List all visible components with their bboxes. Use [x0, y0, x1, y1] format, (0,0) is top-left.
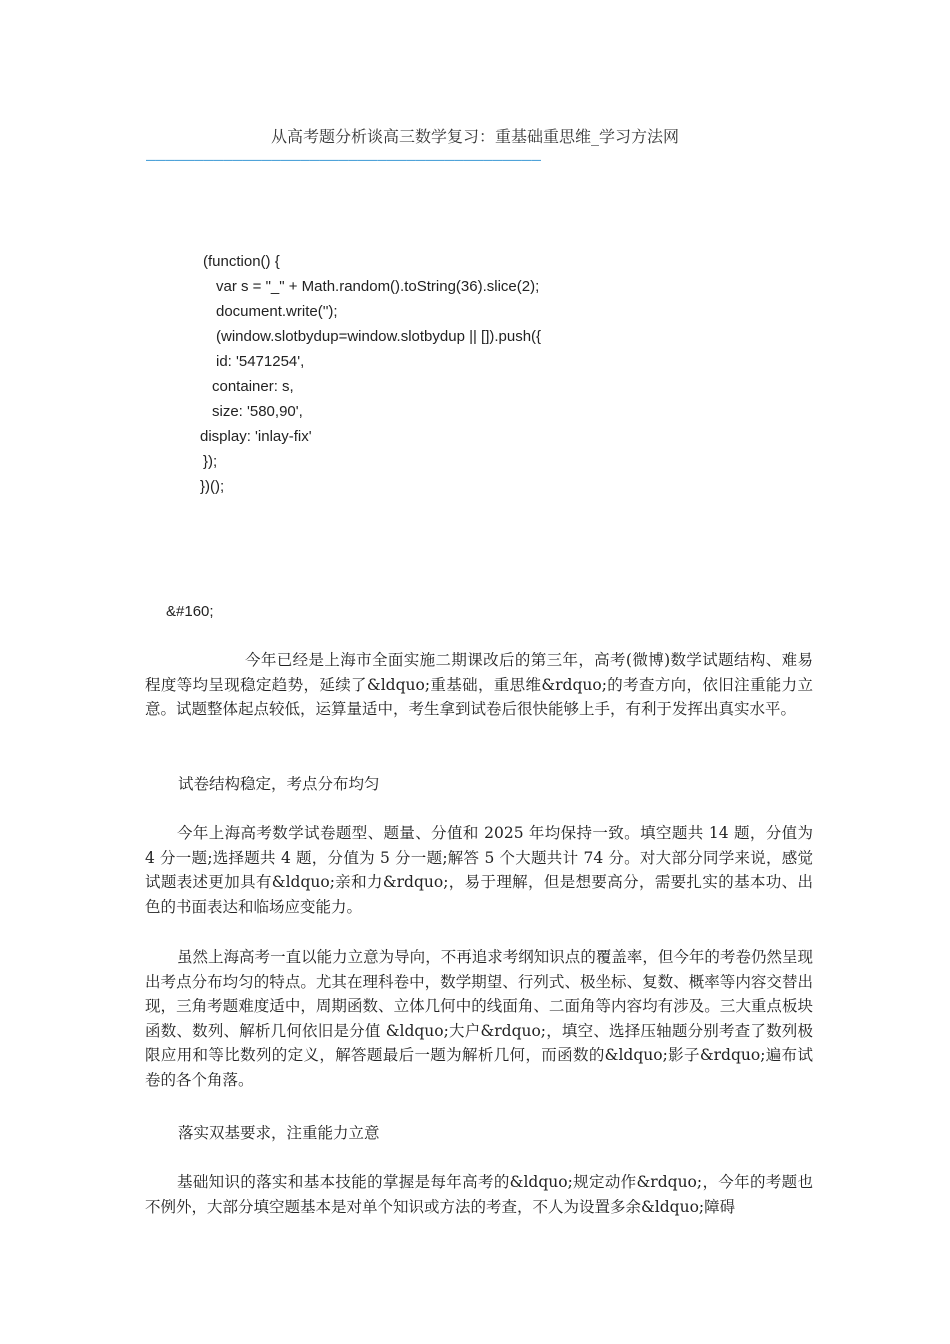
- code-line: });: [203, 453, 218, 470]
- section-heading-structure: 试卷结构稳定，考点分布均匀: [178, 775, 380, 793]
- section-heading-basics: 落实双基要求，注重能力立意: [178, 1124, 380, 1142]
- code-line: (window.slotbydup=window.slotbydup || []).push({: [216, 328, 542, 345]
- document-title: 从高考题分析谈高三数学复习：重基础重思维_学习方法网: [270, 127, 679, 146]
- paragraph-distribution: 虽然上海高考一直以能力立意为导向，不再追求考纲知识点的覆盖率，但今年的考卷仍然呈现出考点分布均匀的特点。尤其在理科卷中，数学期望、行列式、极坐标、复数、概率等内容交替出现，三角考题难度适中，周期函数、立体几何中的线面角、二面角等内容均有涉及。三大重点板块函数、数列、解析几何依旧是分值 &ldquo;大户&rdquo;，填空、选择压轴题分别考查了数列极限应用和等比数列的定义，解答题最后一题为解析几何，而函数的&ldquo;影子&rdquo;遍布试卷的各个角落。: [145, 948, 813, 1089]
- code-line: })();: [200, 478, 225, 495]
- code-line: id: '5471254',: [216, 353, 305, 370]
- code-line: document.write('');: [216, 303, 338, 320]
- code-line: var s = "_" + Math.random().toString(36).slice(2);: [216, 278, 540, 295]
- code-line: (function() {: [203, 253, 280, 270]
- html-entity-text: &#160;: [166, 603, 214, 620]
- title-divider: —————————————————————————————————————————: [146, 150, 541, 169]
- paragraph-basics: 基础知识的落实和基本技能的掌握是每年高考的&ldquo;规定动作&rdquo;，今年的考题也不例外，大部分填空题基本是对单个知识或方法的考查，不人为设置多余&ldquo;障碍: [145, 1173, 813, 1216]
- code-line: container: s,: [212, 378, 294, 395]
- paragraph-intro: 今年已经是上海市全面实施二期课改后的第三年，高考(微博)数学试题结构、难易程度等均呈现稳定趋势，延续了&ldquo;重基础，重思维&rdquo;的考查方向，依旧注重能力立意。试题整体起点较低，运算量适中，考生拿到试卷后很快能够上手，有利于发挥出真实水平。: [145, 651, 813, 719]
- paragraph-structure: 今年上海高考数学试卷题型、题量、分值和 2025 年均保持一致。填空题共 14 题，分值为 4 分一题;选择题共 4 题，分值为 5 分一题;解答 5 个大题共计 74 分。对大部分同学来说，感觉试题表述更加具有&ldquo;亲和力&rdquo;，易于理解，但是想要高分，需要扎实的基本功、出色的书面表达和临场应变能力。: [145, 824, 813, 916]
- code-line: display: 'inlay-fix': [200, 428, 312, 445]
- code-line: size: '580,90',: [212, 403, 303, 420]
